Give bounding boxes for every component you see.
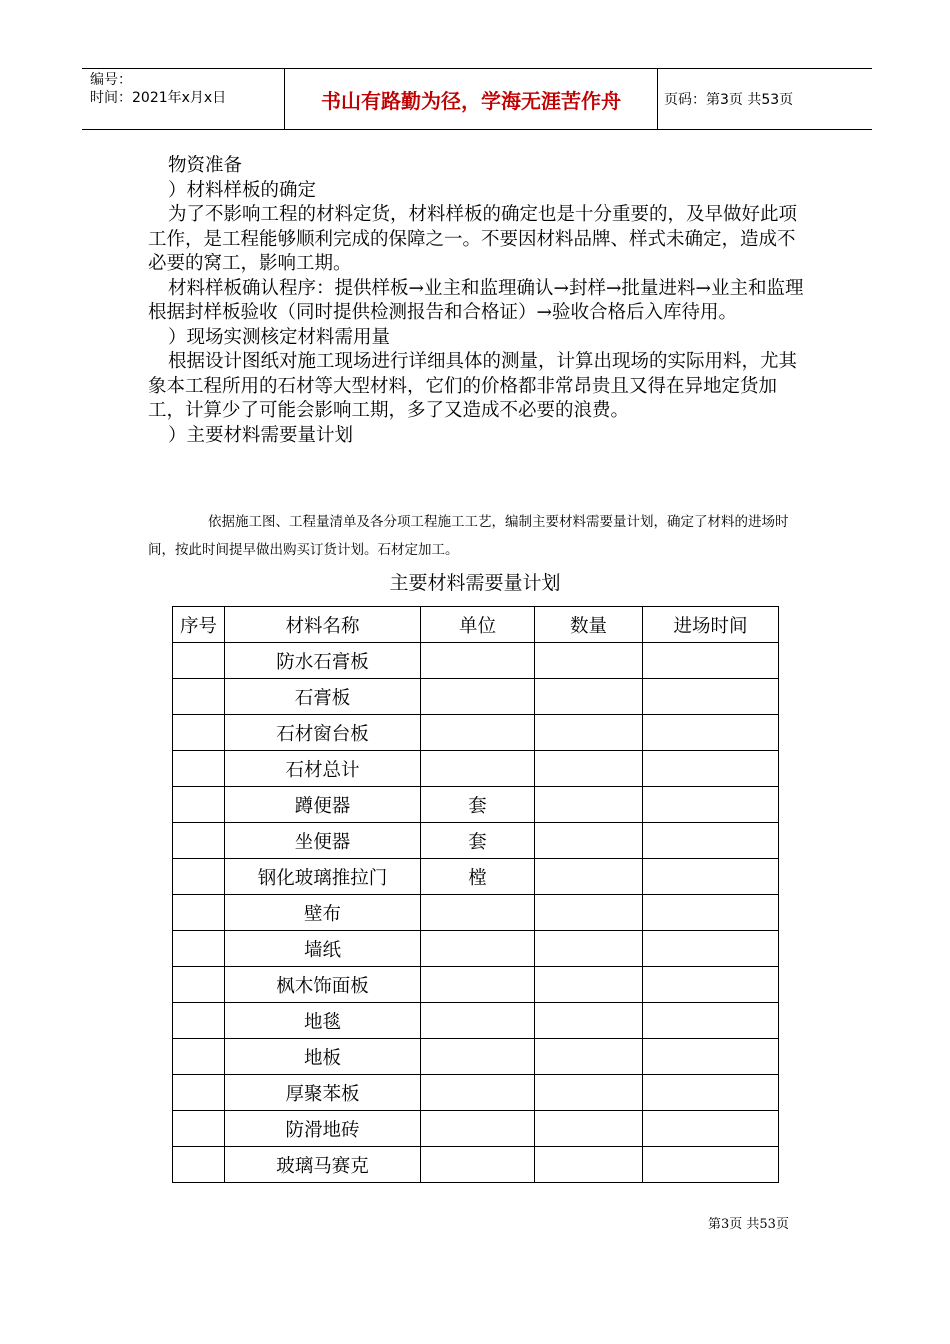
cell-material-name: 防水石膏板 [225, 643, 421, 679]
cell-quantity [535, 643, 643, 679]
cell-quantity [535, 1039, 643, 1075]
cell-arrival-time [643, 859, 779, 895]
cell-material-name: 地毯 [225, 1003, 421, 1039]
cell-index [173, 643, 225, 679]
cell-material-name: 石膏板 [225, 679, 421, 715]
cell-arrival-time [643, 679, 779, 715]
subsection-heading-2: ）现场实测核定材料需用量 [168, 326, 391, 348]
table-row [173, 751, 779, 787]
cell-index [173, 967, 225, 1003]
cell-unit [421, 895, 535, 931]
cell-quantity [535, 1003, 643, 1039]
doc-number-label: 编号： [90, 72, 132, 88]
table-row [173, 1147, 779, 1183]
table-row [173, 1111, 779, 1147]
header-quantity: 数量 [535, 607, 643, 643]
cell-index [173, 895, 225, 931]
cell-quantity [535, 1147, 643, 1183]
doc-date: 时间：2021年x月x日 [90, 90, 227, 106]
cell-material-name: 地板 [225, 1039, 421, 1075]
header-motto: 书山有路勤为径，学海无涯苦作舟 [285, 69, 658, 129]
table-row [173, 1003, 779, 1039]
table-row [173, 715, 779, 751]
subsection-heading-3: ）主要材料需要量计划 [168, 424, 354, 446]
cell-arrival-time [643, 751, 779, 787]
cell-quantity [535, 895, 643, 931]
cell-quantity [535, 751, 643, 787]
cell-arrival-time [643, 787, 779, 823]
cell-index [173, 1039, 225, 1075]
cell-quantity [535, 787, 643, 823]
cell-unit [421, 751, 535, 787]
page-footer: 第3页 共53页 [708, 1217, 789, 1232]
cell-material-name: 钢化玻璃推拉门 [225, 859, 421, 895]
cell-unit [421, 1111, 535, 1147]
cell-material-name: 坐便器 [225, 823, 421, 859]
table-header-row [173, 607, 779, 643]
cell-quantity [535, 715, 643, 751]
table-row [173, 679, 779, 715]
cell-material-name: 枫木饰面板 [225, 967, 421, 1003]
cell-arrival-time [643, 715, 779, 751]
cell-unit [421, 1075, 535, 1111]
cell-quantity [535, 859, 643, 895]
table-row [173, 895, 779, 931]
cell-index [173, 1111, 225, 1147]
cell-index [173, 823, 225, 859]
table-row [173, 1075, 779, 1111]
cell-unit: 樘 [421, 859, 535, 895]
section-heading: 物资准备 [168, 155, 243, 176]
plan-description [148, 508, 810, 564]
header-meta [82, 69, 285, 129]
cell-unit [421, 715, 535, 751]
paragraph-2: 材料样板确认程序：提供样板→业主和监理确认→封样→批量进料→业主和监理根据封样板验收（同时提供检测报告和合格证）→验收合格后入库待用。 [148, 277, 804, 323]
cell-arrival-time [643, 1003, 779, 1039]
cell-quantity [535, 1075, 643, 1111]
table-row [173, 931, 779, 967]
cell-quantity [535, 823, 643, 859]
cell-arrival-time [643, 1147, 779, 1183]
header-page-info: 页码：第3页 共53页 [664, 92, 794, 108]
cell-index [173, 787, 225, 823]
cell-index [173, 679, 225, 715]
cell-material-name: 石材总计 [225, 751, 421, 787]
document-body [148, 154, 810, 448]
cell-material-name: 厚聚苯板 [225, 1075, 421, 1111]
table-title: 主要材料需要量计划 [389, 572, 561, 594]
cell-material-name: 石材窗台板 [225, 715, 421, 751]
paragraph-3: 根据设计图纸对施工现场进行详细具体的测量，计算出现场的实际用料，尤其象本工程所用的石材等大型材料，它们的价格都非常昂贵且又得在异地定货加工，计算少了可能会影响工期，多了又造成不必要的浪费。 [148, 351, 798, 421]
cell-arrival-time [643, 643, 779, 679]
cell-unit [421, 1039, 535, 1075]
cell-index [173, 1147, 225, 1183]
cell-unit [421, 1003, 535, 1039]
paragraph-1: 为了不影响工程的材料定货，材料样板的确定也是十分重要的，及早做好此项工作，是工程能够顺利完成的保障之一。不要因材料品牌、样式未确定，造成不必要的窝工，影响工期。 [148, 204, 798, 274]
cell-quantity [535, 967, 643, 1003]
header-material-name: 材料名称 [225, 607, 421, 643]
cell-arrival-time [643, 1075, 779, 1111]
paragraph-4: 依据施工图、工程量清单及各分项工程施工工艺，编制主要材料需要量计划，确定了材料的进场时间，按此时间提早做出购买订货计划。石材定加工。 [148, 514, 789, 558]
cell-unit [421, 967, 535, 1003]
cell-unit [421, 931, 535, 967]
cell-index [173, 859, 225, 895]
cell-arrival-time [643, 823, 779, 859]
cell-arrival-time [643, 1111, 779, 1147]
cell-unit [421, 679, 535, 715]
header-index: 序号 [173, 607, 225, 643]
cell-arrival-time [643, 895, 779, 931]
cell-index [173, 1003, 225, 1039]
cell-material-name: 防滑地砖 [225, 1111, 421, 1147]
cell-index [173, 751, 225, 787]
cell-material-name: 壁布 [225, 895, 421, 931]
cell-quantity [535, 931, 643, 967]
table-row [173, 1039, 779, 1075]
table-row [173, 859, 779, 895]
header-unit: 单位 [421, 607, 535, 643]
cell-material-name: 玻璃马赛克 [225, 1147, 421, 1183]
cell-material-name: 蹲便器 [225, 787, 421, 823]
cell-index [173, 715, 225, 751]
header-arrival-time: 进场时间 [643, 607, 779, 643]
cell-index [173, 1075, 225, 1111]
page-header [82, 68, 872, 130]
cell-index [173, 931, 225, 967]
cell-arrival-time [643, 1039, 779, 1075]
table-row [173, 643, 779, 679]
cell-unit [421, 1147, 535, 1183]
cell-quantity [535, 1111, 643, 1147]
cell-quantity [535, 679, 643, 715]
cell-arrival-time [643, 967, 779, 1003]
table-row [173, 787, 779, 823]
materials-table [172, 606, 779, 1183]
cell-unit: 套 [421, 823, 535, 859]
table-row [173, 967, 779, 1003]
subsection-heading-1: ）材料样板的确定 [168, 179, 317, 201]
cell-arrival-time [643, 931, 779, 967]
cell-unit [421, 643, 535, 679]
table-row [173, 823, 779, 859]
cell-unit: 套 [421, 787, 535, 823]
cell-material-name: 墙纸 [225, 931, 421, 967]
